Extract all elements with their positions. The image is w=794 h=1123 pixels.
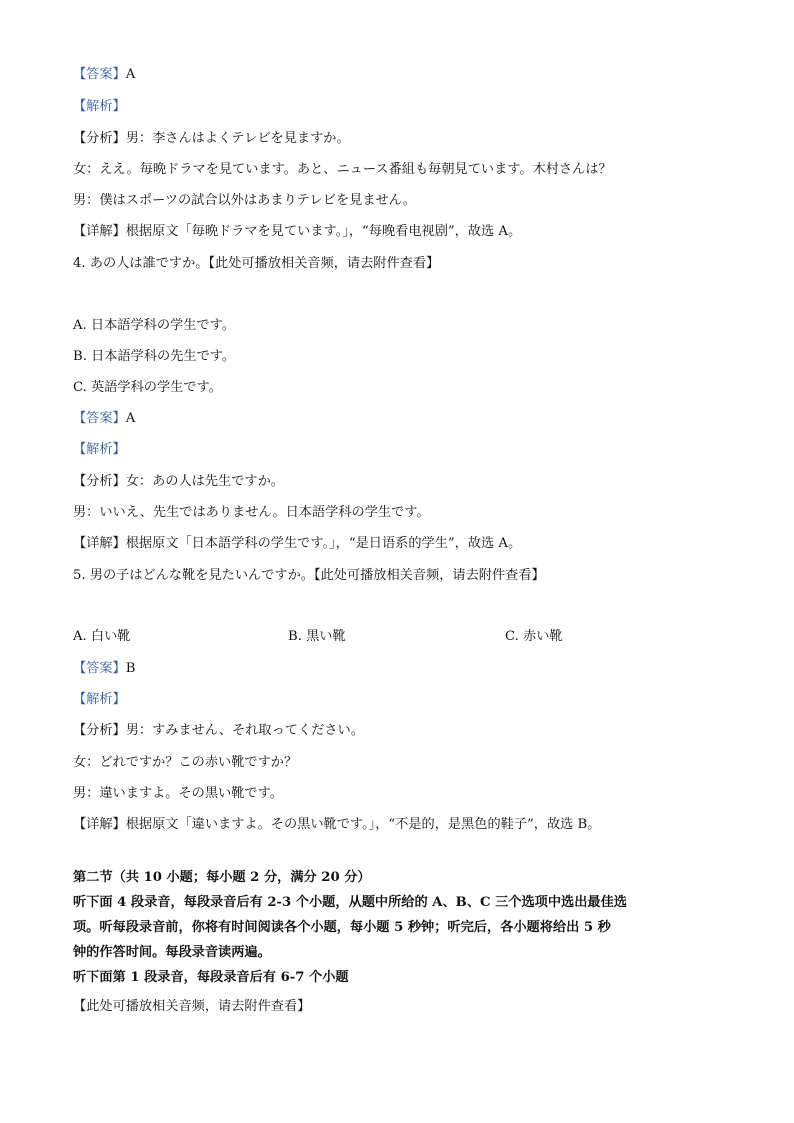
detail-label: 【详解】	[73, 224, 126, 239]
answer-value: B	[125, 661, 136, 676]
question-5: 5. 男の子はどんな靴を見たいんですか。【此处可播放相关音频，请去附件查看】	[73, 568, 545, 583]
answer-label: 【答案】	[73, 661, 126, 676]
dialogue-line: 男：李さんはよくテレビを見ますか。	[125, 131, 350, 146]
dialogue-line: 女：あの人は先生ですか。	[125, 474, 284, 489]
answer-label: 【答案】	[73, 411, 126, 426]
dialogue-line: 男：僕はスポーツの試合以外はあまりテレビを見ません。	[73, 193, 416, 208]
answer-value: A	[125, 67, 136, 82]
question-4: 4. あの人は誰ですか。【此处可播放相关音频，请去附件查看】	[73, 256, 440, 271]
answer-line	[73, 660, 135, 678]
option-a: A. 白い靴	[73, 629, 131, 644]
detail-text: 根据原文「違いますよ。その黒い靴です。」，“不是的，是黑色的鞋子”，故选 B。	[125, 817, 601, 832]
analysis-label: 【解析】	[73, 442, 126, 457]
dialogue-line: 男：いいえ、先生ではありません。日本語学科の学生です。	[73, 505, 430, 520]
option-c: C. 英語学科の学生です。	[73, 380, 222, 395]
detail-text: 根据原文「毎晩ドラマを見ています。」，“每晚看电视剧”，故选 A。	[125, 224, 522, 239]
detail-text: 根据原文「日本語学科の学生です。」，“是日语系的学生”，故选 A。	[125, 536, 522, 551]
fenxi-line	[73, 473, 284, 491]
answer-label: 【答案】	[73, 67, 126, 82]
instruction-line: 钟的作答时间。每段录音读两遍。	[73, 945, 271, 960]
dialogue-line: 女：ええ。毎晩ドラマを見ています。あと、ニュース番組も毎朝見ています。木村さんは？	[73, 162, 612, 177]
analysis-label: 【解析】	[73, 99, 126, 114]
section-heading: 第二节（共 10 小题；每小题 2 分，满分 20 分）	[73, 870, 371, 885]
detail-label: 【详解】	[73, 536, 126, 551]
detail-line	[73, 535, 521, 553]
audio-note: 【此处可播放相关音频，请去附件查看】	[73, 999, 311, 1014]
fenxi-line	[73, 130, 350, 148]
option-a: A. 日本語学科の学生です。	[73, 318, 235, 333]
answer-value: A	[125, 411, 136, 426]
detail-label: 【详解】	[73, 817, 126, 832]
detail-line	[73, 223, 521, 241]
answer-line	[73, 66, 135, 84]
section-subheading: 听下面第 1 段录音，每段录音后有 6-7 个小题	[73, 970, 349, 985]
analysis-label: 【解析】	[73, 692, 126, 707]
fenxi-line	[73, 722, 364, 740]
answer-line	[73, 410, 135, 428]
instruction-line: 项。听每段录音前，你将有时间阅读各个小题，每小题 5 秒钟；听完后，各小题将给出 5 秒	[73, 920, 611, 935]
detail-line	[73, 816, 600, 834]
dialogue-line: 女：どれですか？この赤い靴ですか？	[73, 755, 298, 770]
dialogue-line: 男：違いますよ。その黒い靴です。	[73, 786, 283, 801]
option-c: C. 赤い靴	[505, 629, 563, 644]
option-b: B. 日本語学科の先生です。	[73, 349, 236, 364]
fenxi-label: 【分析】	[73, 131, 126, 146]
dialogue-line: 男：すみません、それ取ってください。	[125, 723, 364, 738]
fenxi-label: 【分析】	[73, 723, 126, 738]
instruction-line: 听下面 4 段录音，每段录音后有 2-3 个小题，从题中所给的 A、B、C 三个选项中选出最佳选	[73, 895, 627, 910]
fenxi-label: 【分析】	[73, 474, 126, 489]
option-b: B. 黒い靴	[288, 629, 346, 644]
